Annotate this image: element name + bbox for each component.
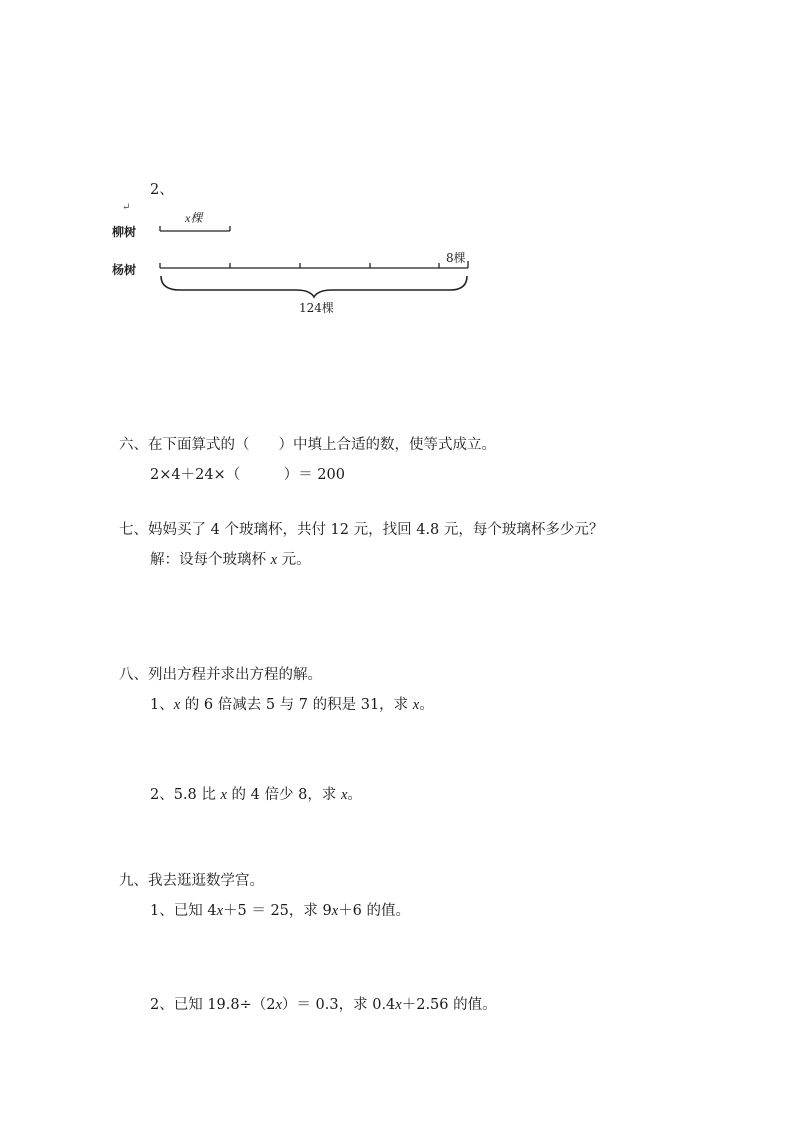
extra-count-label: 8棵 (446, 251, 466, 265)
poplar-label: 杨树 (112, 263, 137, 277)
willow-label: 柳树 (112, 225, 137, 239)
section-7-solution: 解：设每个玻璃杯 x 元。 (150, 552, 311, 568)
return-mark: ↵ (122, 202, 131, 213)
willow-count-label: x棵 (185, 211, 203, 225)
total-count-label: 124棵 (299, 301, 334, 315)
section-9-question-2: 2、已知 19.8÷（2x）＝ 0.3，求 0.4x＋2.56 的值。 (150, 997, 497, 1013)
section-6-equation: 2×4＋24×（ ）＝ 200 (150, 467, 345, 483)
section-8-title: 八、列出方程并求出方程的解。 (119, 667, 322, 683)
section-8-question-2: 2、5.8 比 x 的 4 倍少 8，求 x。 (150, 787, 362, 803)
section-9-question-1: 1、已知 4x＋5 ＝ 25，求 9x＋6 的值。 (150, 903, 411, 919)
problem-number: 2、 (150, 182, 174, 198)
section-6-title: 六、在下面算式的（ ）中填上合适的数，使等式成立。 (119, 437, 496, 453)
section-9-title: 九、我去逛逛数学宫。 (119, 873, 264, 889)
diagram-lines (0, 0, 793, 340)
section-7-title: 七、妈妈买了 4 个玻璃杯，共付 12 元，找回 4.8 元，每个玻璃杯多少元？ (119, 522, 604, 538)
section-8-question-1: 1、x 的 6 倍减去 5 与 7 的积是 31，求 x。 (150, 697, 434, 713)
